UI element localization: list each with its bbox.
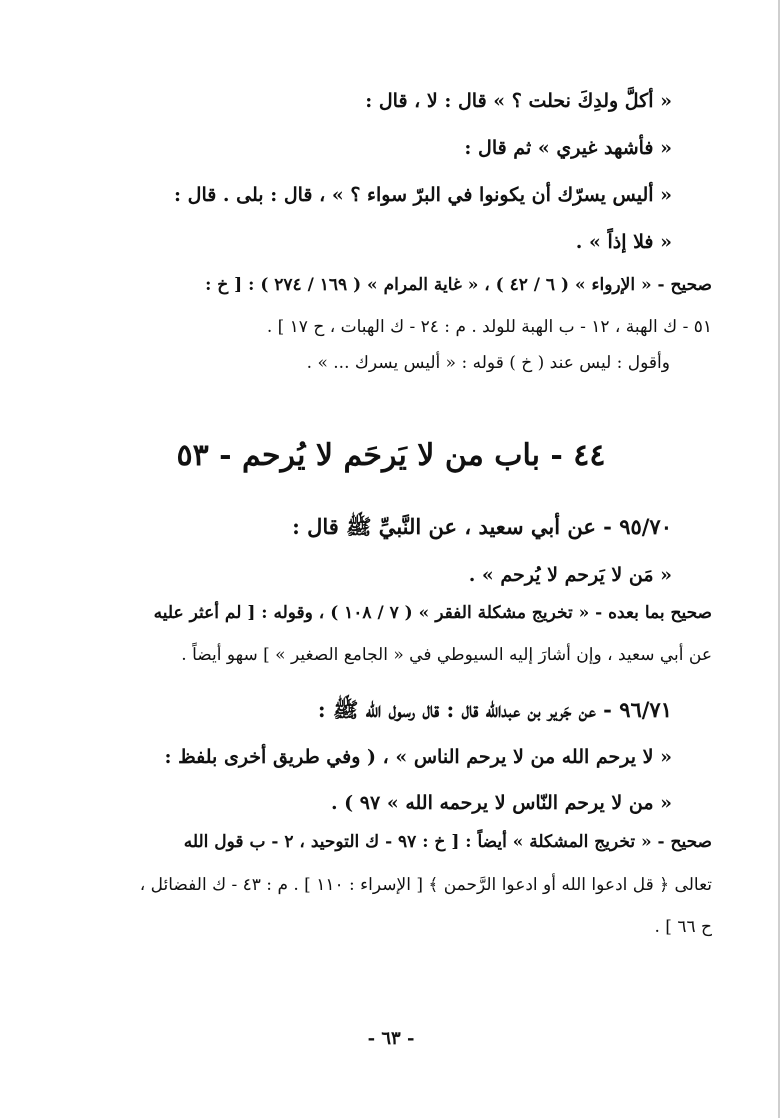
grade-line: صحيح - « الإرواء » ( ٦ / ٤٢ ) ، « غاية المرام » ( ١٦٩ / ٢٧٤ ) : [ خ : [205, 275, 712, 295]
reference-line: ح ٦٦ ] . [654, 917, 712, 937]
note-line: وأقول : ليس عند ( خ ) قوله : « أليس يسرك ... » . [306, 353, 670, 373]
hadith-text: « من لا يرحم النّاس لا يرحمه الله » ٩٧ ) . [330, 792, 672, 814]
grade-line: صحيح - « تخريج المشكلة » أيضاً : [ خ : ٩٧ - ك التوحيد ، ٢ - ب قول الله [183, 832, 712, 852]
grade-line: صحيح بما بعده - « تخريج مشكلة الفقر » ( ٧ / ١٠٨ ) ، وقوله : [ لم أعثر عليه [153, 603, 712, 623]
text-line: « أكلَّ ولدِكَ نحلت ؟ » قال : لا ، قال : [365, 90, 672, 112]
text-line: « فلا إذاً » . [575, 231, 672, 253]
reference-line: عن أبي سعيد ، وإن أشارَ إليه السيوطي في « الجامع الصغير » ] سهو أيضاً . [181, 645, 712, 665]
chapter-heading: ٤٤ - باب من لا يَرحَم لا يُرحم - ٥٣ [176, 438, 606, 473]
hadith-text: « لا يرحم الله من لا يرحم الناس » ، ( وفي طريق أخرى بلفظ : [164, 746, 672, 768]
page-edge-line [778, 0, 780, 1118]
reference-line: ٥١ - ك الهبة ، ١٢ - ب الهبة للولد . م : ٢٤ - ك الهبات ، ح ١٧ ] . [266, 317, 712, 337]
text-line: « أليس يسرّك أن يكونوا في البرّ سواء ؟ » ، قال : بلى . قال : [174, 184, 672, 206]
hadith-intro: ٩٦/٧١ - عن جَرير بن عبدالله قال : قال رسول الله ﷺ : [317, 697, 672, 722]
hadith-text: « مَن لا يَرحم لا يُرحم » . [468, 564, 672, 586]
reference-line: تعالى ﴿ قل ادعوا الله أو ادعوا الرَّحمن ﴾ [ الإسراء : ١١٠ ] . م : ٤٣ - ك الفضائل ، [139, 875, 712, 895]
hadith-intro: ٩٥/٧٠ - عن أبي سعيد ، عن النَّبيِّ ﷺ قال : [292, 514, 672, 539]
page-number: - ٦٣ - [367, 1028, 415, 1049]
text-line: « فأشهد غيري » ثم قال : [464, 137, 672, 159]
